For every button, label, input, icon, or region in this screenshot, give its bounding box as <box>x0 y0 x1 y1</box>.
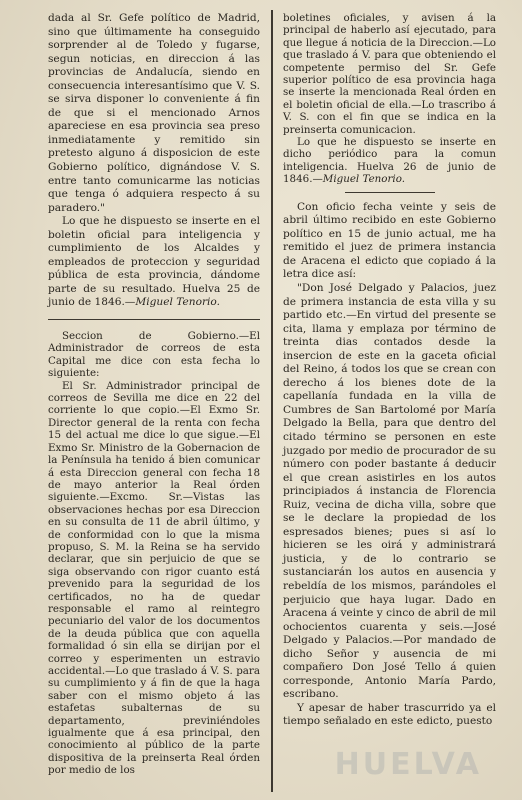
left-paragraph-2-text: Lo que he dispuesto se inserte en el boletin oficial para inteligencia y cumplimiento de los Alcaldes y empleados de proteccion y seguridad pública de esta provincia, dándome parte de su resultado. Huelva 25 de junio de 1846.— <box>48 215 260 309</box>
archive-watermark: HUELVA <box>334 747 482 782</box>
left-paragraph-4: El Sr. Administrador principal de correos de Sevilla me dice en 22 del corriente lo que copio.—El Exmo Sr. Director general de la renta con fecha 15 del actual me dice lo que sigue.—El Exmo Sr. Ministro de la Gobernacion de la Península ha tenido á bien comunicar á esta Direccion general con fecha 18 de mayo anterior la Real órden siguiente.—Excmo. Sr.—Vistas las observaciones hechas por esa Direccion en su consulta de 11 de abril último, y de conformidad con lo que la misma propuso, S. M. la Reina se ha servido declarar, que sin perjuicio de que se siga observando con rigor cuanto está prevenido para la seguridad de los certificados, no ha de quedar responsable el ramo al reintegro pecuniario del valor de los documentos de la deuda pública que con aquella formalidad ó sin ella se dirijan por el correo y esperimenten un estravio accidental.—Lo que traslado á V. S. para su cumplimiento y á fin de que la haga saber con el mismo objeto á las estafetas subalternas de su departamento, previniéndoles igualmente que á esa principal, den conocimiento al público de la parte dispositiva de la preinserta Real órden por medio de los <box>48 379 260 777</box>
left-paragraph-1: dada al Sr. Gefe político de Madrid, sino que últimamente ha conseguido sorprender al de Toledo y fugarse, segun noticias, en direccion á las provincias de Andalucía, siendo en consecuencia interesantísimo que V. S. se sirva disponer lo conveniente á fin de que si el mencionado Arnos apareciese en esa provincia sea preso inmediatamente y remitido sin pretesto alguno á disposicion de este Gobierno político, dignándose V. S. entre tanto comunicarme las noticias que tenga ó adquiera respecto á su paradero." <box>48 12 260 214</box>
right-signature: Miguel Tenorio. <box>322 173 406 186</box>
right-paragraph-3: Con oficio fecha veinte y seis de abril último recibido en este Gobierno político en 15 de junio actual, me ha remitido el juez de primera instancia de Aracena el edicto que copiado á la letra dice así: <box>283 200 496 281</box>
section-divider <box>48 319 260 320</box>
right-paragraph-4: "Don José Delgado y Palacios, juez de primera instancia de esta villa y su partido etc.—En virtud del presente se cita, llama y emplaza por término de treinta dias contados desde la insercion de este en la gaceta oficial del Reino, á todos los que se crean con derecho á los bienes dote de la capellanía fundada en la villa de Cumbres de San Bartolomé por María Delgado la Bella, para que dentro del citado término se personen en este juzgado por medio de procurador de su número con poder bastante á deducir el que crean asistirles en los autos principiados á instancia de Florencia Ruiz, vecina de dicha villa, sobre que se le declare la propiedad de los espresados bienes; pues si así lo hicieren se les oirá y administrará justicia, y de lo contrario se sustanciarán los autos en ausencia y rebeldía de los mismos, parándoles el perjuicio que haya lugar. Dado en Aracena á veinte y cinco de abril de mil ochocientos cuarenta y seis.—José Delgado y Palacios.—Por mandado de dicho Señor y ausencia de mi compañero Don José Tello á quien corresponde, Antonio María Pardo, escribano. <box>283 281 496 701</box>
left-column <box>48 12 260 777</box>
right-paragraph-2-text: Lo que he dispuesto se inserte en dicho periódico para la comun inteligencia. Huelva 26 de junio de 1846.— <box>283 136 496 186</box>
right-column <box>283 12 496 729</box>
right-paragraph-2 <box>283 136 496 186</box>
short-divider <box>345 192 435 193</box>
left-paragraph-3: Seccion de Gobierno.—El Administrador de correos de esta Capital me dice con esta fecha lo siguiente: <box>48 330 260 380</box>
left-paragraph-2 <box>48 215 260 310</box>
left-signature: Miguel Tenorio. <box>135 296 220 309</box>
column-divider <box>271 10 273 792</box>
right-paragraph-5: Y apesar de haber trascurrido ya el tiempo señalado en este edicto, puesto <box>283 701 496 728</box>
right-paragraph-1: boletines oficiales, y avisen á la principal de haberlo así ejecutado, para que llegue á noticia de la Direccion.—Lo que traslado á V. para que obteniendo el competente permiso del Sr. Gefe superior político de esa provincia haga se inserte la mencionada Real órden en el boletin oficial de ella.—Lo trascribo á V. S. con el fin que se indica en la preinserta comunicacion. <box>283 12 496 136</box>
